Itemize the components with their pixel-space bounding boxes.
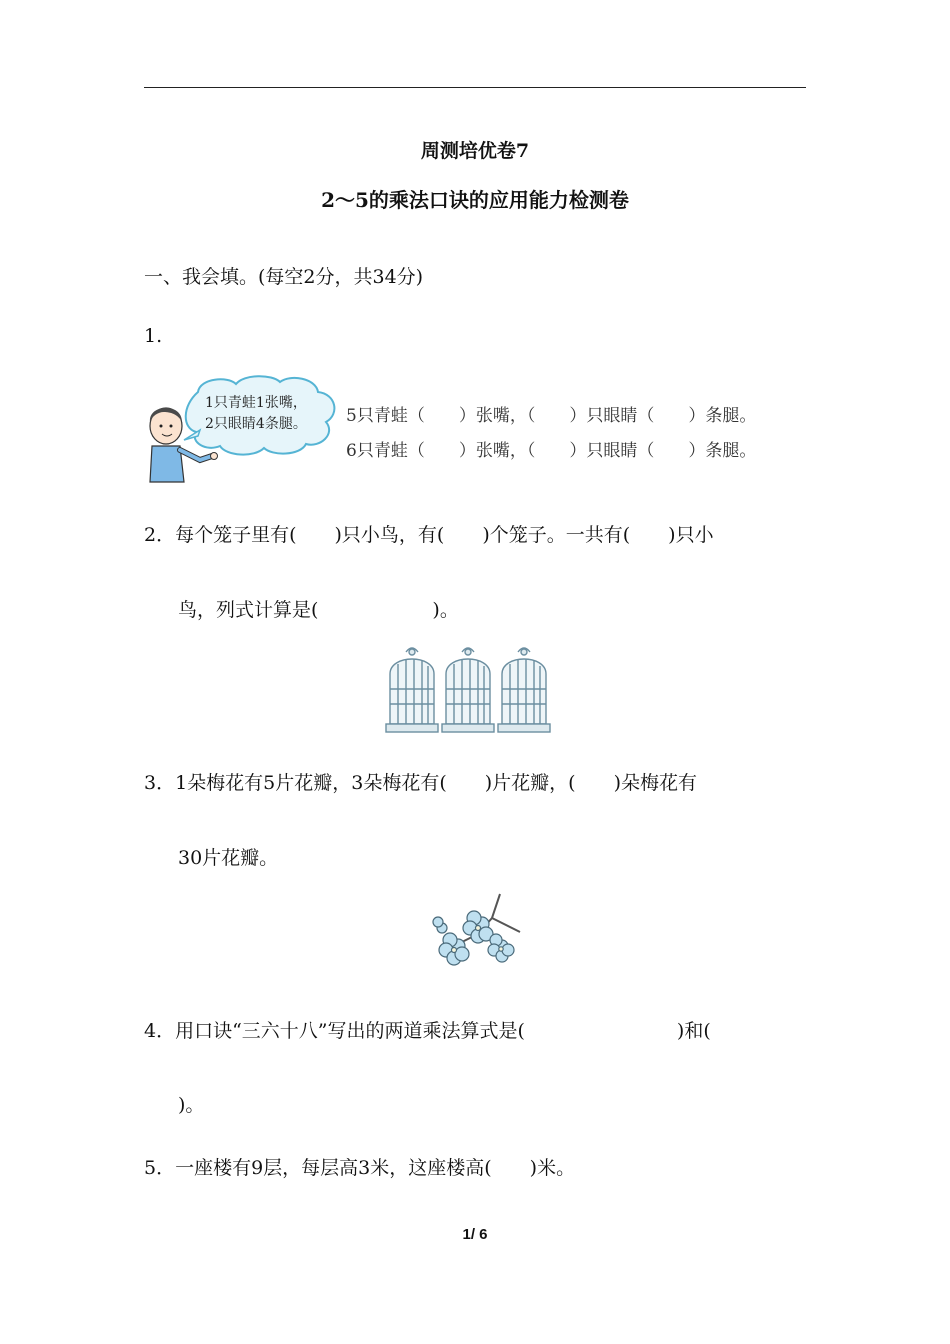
q5-line-1: 5．一座楼有9层，每层高3米，这座楼高( )米。 [144,1157,576,1179]
q4-line-1: 4．用口诀“三六十八”写出的两道乘法算式是( )和( [144,1020,711,1042]
q4-line-2: )。 [178,1094,205,1116]
header-rule [144,87,806,88]
section-heading: 一、我会填。(每空2分，共34分) [144,266,424,288]
q1-number: 1. [144,325,163,347]
q2-line-1: 2．每个笼子里有( )只小鸟，有( )个笼子。一共有( )只小 [144,524,714,546]
q2-line-2: 鸟，列式计算是( )。 [178,599,459,621]
bird-cages-illustration [382,644,554,740]
page-title: 周测培优卷7 [420,140,530,162]
q1-row-1: 5只青蛙（ ）张嘴，（ ）只眼睛（ ）条腿。 [346,406,757,426]
q3-line-2: 30片花瓣。 [178,847,279,869]
plum-blossom-illustration [430,888,526,978]
q1-row-2: 6只青蛙（ ）张嘴，（ ）只眼睛（ ）条腿。 [346,441,757,461]
q3-line-1: 3．1朵梅花有5片花瓣，3朵梅花有( )片花瓣，( )朵梅花有 [144,772,698,794]
bird-cage-icon [386,648,550,732]
page-number: 1/ 6 [462,1226,488,1243]
page-subtitle: 2～5的乘法口诀的应用能力检测卷 [321,188,629,212]
bubble-line-2: 2只眼睛4条腿。 [205,416,307,432]
bubble-line-1: 1只青蛙1张嘴， [205,395,307,411]
plum-blossom-icon [433,894,520,965]
